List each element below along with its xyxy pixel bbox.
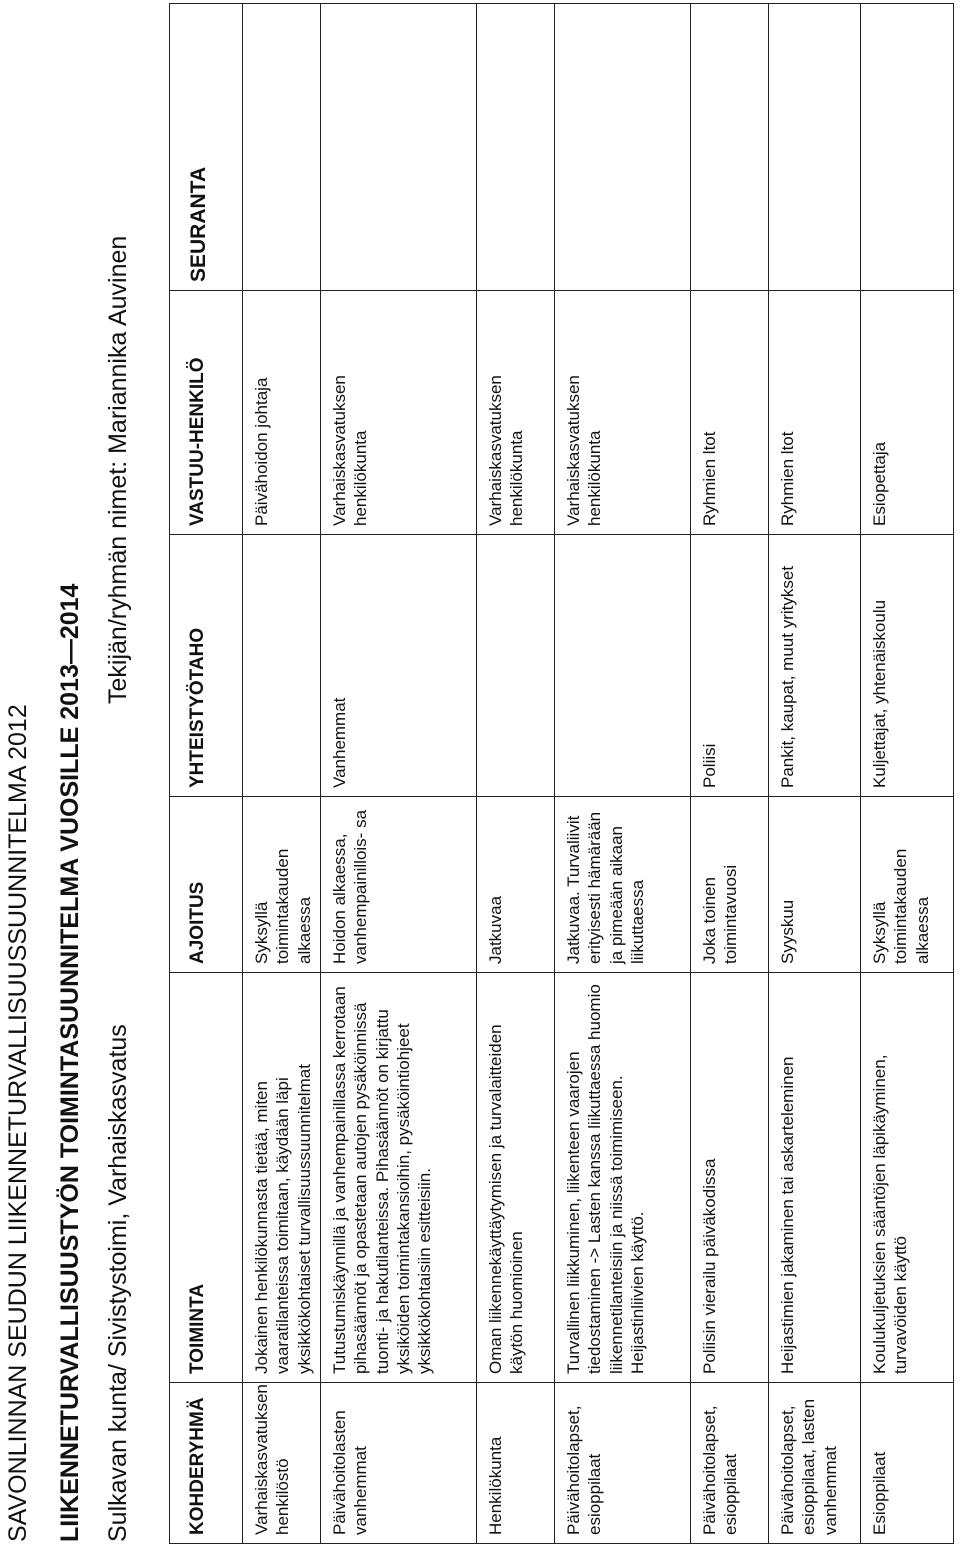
table-header-row (170, 4, 243, 1544)
cell-follow-up (321, 4, 477, 291)
cell-target-group: Päivähoitolapset, esioppilaat (555, 1383, 691, 1544)
cell-partner: Poliisi (691, 535, 769, 797)
table-row (321, 4, 477, 1544)
table-row (769, 4, 861, 1544)
column-header: YHTEISTYÖTAHO (170, 535, 243, 797)
cell-action: Tutustumiskäynnillä ja vanhempainillassa kerrotaan pihasäännöt ja opastetaan autojen pysäköinnissä tuonti- ja hakutilanteissa. Pihasäännöt on kirjattu yksiköiden toimintakansioihin, pysäköintiohjeet yksikkökohtaisiin esitteisiin. (321, 973, 477, 1383)
cell-target-group: Henkilökunta (477, 1383, 555, 1544)
cell-partner (477, 535, 555, 797)
column-header: TOIMINTA (170, 973, 243, 1383)
cell-target-group: Päivähoitolasten vanhemmat (321, 1383, 477, 1544)
cell-timing: Syksyllä toimintakauden alkaessa (243, 797, 321, 973)
cell-responsible: Ryhmien ltot (769, 291, 861, 535)
cell-partner: Kuljettajat, yhtenäiskoulu (861, 535, 954, 797)
cell-target-group: Esioppilaat (861, 1383, 954, 1544)
cell-target-group: Varhaiskasvatuksen henkilöstö (243, 1383, 321, 1544)
cell-action: Oman liikennekäyttäytymisen ja turvalaitteiden käytön huomioinen (477, 973, 555, 1383)
cell-follow-up (477, 4, 555, 291)
cell-timing: Syksyllä toimintakauden alkaessa (861, 797, 954, 973)
table-row (243, 4, 321, 1544)
cell-follow-up (691, 4, 769, 291)
cell-responsible: Päivähoidon johtaja (243, 291, 321, 535)
cell-follow-up (243, 4, 321, 291)
table-row (555, 4, 691, 1544)
cell-responsible: Varhaiskasvatuksen henkilökunta (321, 291, 477, 535)
cell-responsible: Varhaiskasvatuksen henkilökunta (477, 291, 555, 535)
table-row (477, 4, 555, 1544)
column-header: SEURANTA (170, 4, 243, 291)
cell-timing: Syyskuu (769, 797, 861, 973)
cell-follow-up (769, 4, 861, 291)
cell-action: Jokainen henkilökunnasta tietää, miten vaaratilanteissa toimitaan, käydään läpi yksikkökohtaiset turvallisuussuunnitelmat (243, 973, 321, 1383)
cell-follow-up (861, 4, 954, 291)
action-plan-table (169, 3, 954, 1544)
cell-partner (243, 535, 321, 797)
cell-responsible: Varhaiskasvatuksen henkilökunta (555, 291, 691, 535)
cell-action: Turvallinen liikkuminen, liikenteen vaarojen tiedostaminen -> Lasten kanssa liikuttaessa huomio liikennetilanteisiin ja niissä toimimiseen. Heijastinliivien käyttö. (555, 973, 691, 1383)
cell-target-group: Päivähoitolapset, esioppilaat (691, 1383, 769, 1544)
table-row (861, 4, 954, 1544)
cell-partner (555, 535, 691, 797)
document-title: SAVONLINNAN SEUDUN LIIKENNETURVALLISUUSSUUNNITELMA 2012 (4, 704, 32, 1542)
cell-action: Heijastimien jakaminen tai askarteleminen (769, 973, 861, 1383)
cell-responsible: Ryhmien ltot (691, 291, 769, 535)
cell-timing: Jatkuvaa (477, 797, 555, 973)
table-row (691, 4, 769, 1544)
cell-action: Poliisin vierailu päiväkodissa (691, 973, 769, 1383)
column-header: VASTUU-HENKILÖ (170, 291, 243, 535)
cell-timing: Joka toinen toimintavuosi (691, 797, 769, 973)
cell-target-group: Päivähoitolapset, esioppilaat, lasten vanhemmat (769, 1383, 861, 1544)
column-header: AJOITUS (170, 797, 243, 973)
cell-partner: Pankit, kaupat, muut yritykset (769, 535, 861, 797)
column-header: KOHDERYHMÄ (170, 1383, 243, 1544)
cell-responsible: Esiopettaja (861, 291, 954, 535)
cell-timing: Jatkuvaa. Turvaliivit erityisesti hämärään ja pimeään aikaan liikuttaessa (555, 797, 691, 973)
cell-partner: Vanhemmat (321, 535, 477, 797)
municipality-label: Sulkavan kunta/ Sivistystoimi, Varhaiskasvatus (104, 1024, 132, 1542)
authors-label: Tekijän/ryhmän nimet: Mariannika Auvinen (104, 235, 132, 704)
cell-follow-up (555, 4, 691, 291)
plan-title: LIIKENNETURVALLISUUSTYÖN TOIMINTASUUNNITELMA VUOSILLE 2013—2014 (56, 583, 84, 1542)
cell-action: Koulukuljetuksien sääntöjen läpikäyminen, turvavöiden käyttö (861, 973, 954, 1383)
cell-timing: Hoidon alkaessa, vanhempainillois- sa (321, 797, 477, 973)
